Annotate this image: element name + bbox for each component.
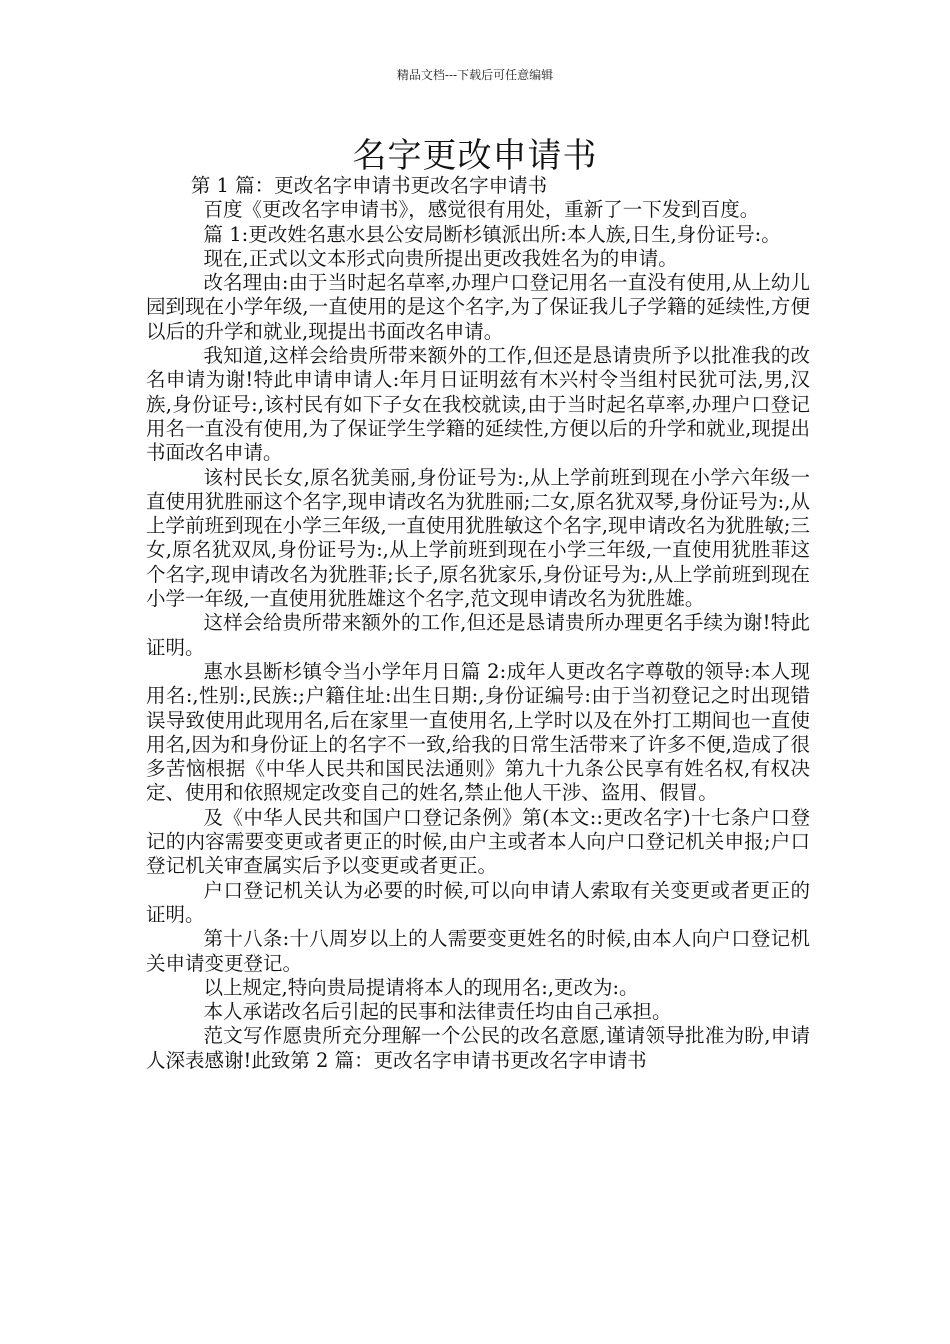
paragraph: 我知道,这样会给贵所带来额外的工作,但还是恳请贵所予以批准我的改名申请为谢!特此申请申请人:年月日证明兹有木兴村令当组村民犹可法,男,汉族,身份证号:,该村民有如下子女在我校就读,由于当时起名草率,办理户口登记用名一直没有使用,为了保证学生学籍的延续性,方便以后的升学和就业,现提出书面改名申请。 [146, 344, 810, 465]
paragraph: 百度《更改名字申请书》，感觉很有用处，重新了一下发到百度。 [203, 198, 760, 222]
paragraph: 改名理由:由于当时起名草率,办理户口登记用名一直没有使用,从上幼儿园到现在小学年级,一直使用的是这个名字,为了保证我儿子学籍的延续性,方便以后的升学和就业,现提出书面改名申请。 [146, 271, 810, 343]
paragraph: 该村民长女,原名犹美丽,身份证号为:,从上学前班到现在小学六年级一直使用犹胜丽这个名字,现申请改名为犹胜丽;二女,原名犹双琴,身份证号为:,从上学前班到现在小学三年级,一直使用犹胜敏这个名字,现申请改名为犹胜敏;三女,原名犹双凤,身份证号为:,从上学前班到现在小学三年级,一直使用犹胜菲这个名字,现申请改名为犹胜菲;长子,原名犹家乐,身份证号为:,从上学前班到现在小学一年级,一直使用犹胜雄这个名字,范文现申请改名为犹胜雄。 [146, 465, 810, 611]
paragraph: 现在,正式以文本形式向贵所提出更改我姓名为的申请。 [203, 246, 678, 270]
paragraph: 篇 1:更改姓名惠水县公安局断杉镇派出所:本人族,日生,身份证号:。 [203, 222, 781, 246]
paragraph: 以上规定,特向贵局提请将本人的现用名:,更改为:。 [203, 975, 639, 999]
document-title: 名字更改申请书 [352, 136, 598, 176]
header-note: 精品文档---下载后可任意编辑 [396, 68, 554, 82]
paragraph: 及《中华人民共和国户口登记条例》第(本文::更改名字)十七条户口登记的内容需要变更或者更正的时候,由户主或者本人向户口登记机关申报;户口登记机关审查属实后予以变更或者更正。 [146, 805, 810, 878]
paragraph: 范文写作愿贵所充分理解一个公民的改名意愿,谨请领导批准为盼,申请人深表感谢!此致第 2 篇：更改名字申请书更改名字申请书 [146, 1024, 810, 1072]
paragraph: 本人承诺改名后引起的民事和法律责任均由自己承担。 [203, 1000, 672, 1024]
paragraph: 户口登记机关认为必要的时候,可以向申请人索取有关变更或者更正的证明。 [146, 878, 810, 926]
document-body [146, 174, 810, 1073]
paragraph: 第十八条:十八周岁以上的人需要变更姓名的时候,由本人向户口登记机关申请变更登记。 [146, 927, 810, 975]
section-heading: 第 1 篇：更改名字申请书更改名字申请书 [190, 174, 548, 197]
paragraph: 这样会给贵所带来额外的工作,但还是恳请贵所办理更名手续为谢!特此证明。 [146, 611, 810, 659]
paragraph: 惠水县断杉镇令当小学年月日篇 2:成年人更改名字尊敬的领导:本人现用名:,性别:,民族:;户籍住址:出生日期:,身份证编号:由于当初登记之时出现错误导致使用此现用名,后在家里一直使用名,上学时以及在外打工期间也一直使用名,因为和身份证上的名字不一致,给我的日常生活带来了许多不便,造成了很多苦恼根据《中华人民共和国民法通则》第九十九条公民享有姓名权,有权决定、使用和依照规定改变自己的姓名,禁止他人干涉、盗用、假冒。 [146, 659, 810, 805]
